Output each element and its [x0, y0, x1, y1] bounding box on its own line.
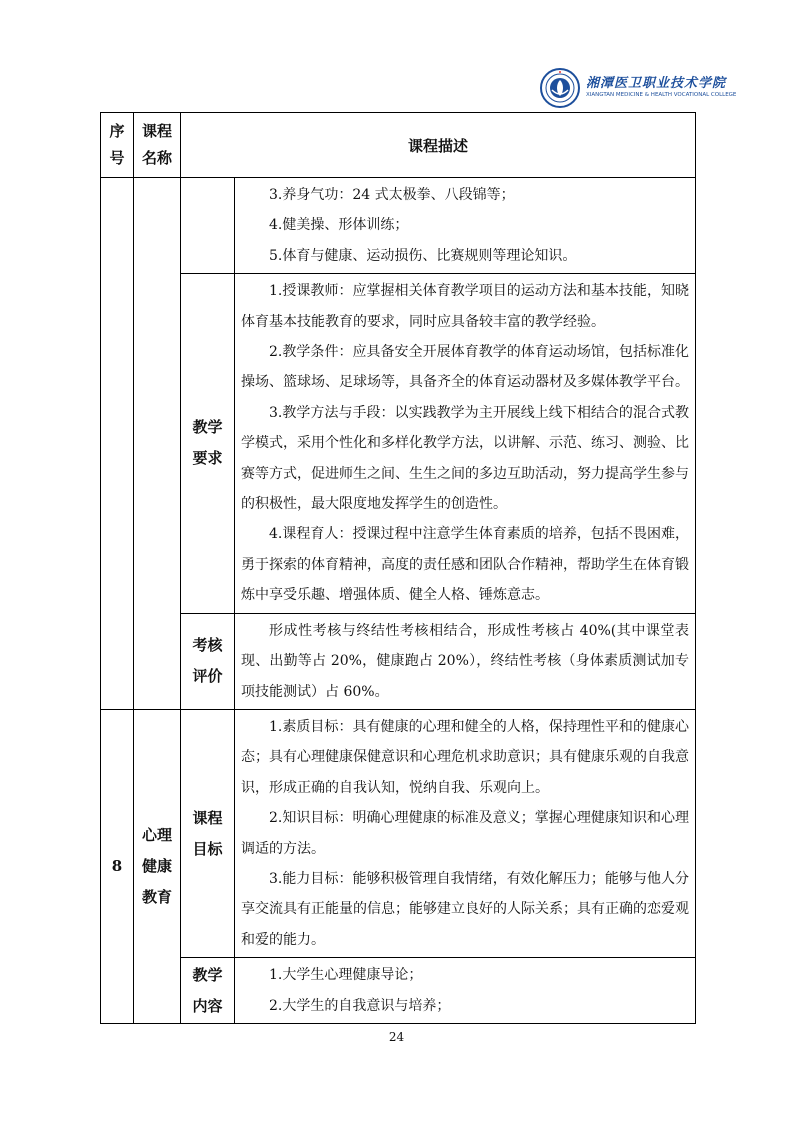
description-paragraph: 4.健美操、形体训练； — [269, 217, 409, 234]
category-cell-teaching-content — [181, 958, 235, 1024]
description-paragraph: 2.大学生的自我意识与培养； — [269, 997, 451, 1014]
category-label-line: 评价 — [192, 667, 223, 686]
logo-title: 湘潭医卫职业技术学院 — [586, 76, 727, 91]
table-row — [101, 709, 696, 957]
page-number: 24 — [388, 1030, 405, 1044]
course-name-cell — [134, 709, 181, 1023]
table-row — [101, 178, 696, 274]
description-paragraph: 2.知识目标：明确心理健康的标准及意义；掌握心理健康知识和心理调适的方法。 — [241, 810, 690, 857]
category-label-line: 教学 — [192, 965, 223, 984]
description-paragraph: 3.教学方法与手段：以实践教学为主开展线上线下相结合的混合式教学模式，采用个性化和多样化教学方法，以讲解、示范、练习、测验、比赛等方式，促进师生之间、生生之间的多边互助活动，努力提高学生参与的积极性，最大限度地发挥学生的创造性。 — [241, 404, 690, 513]
category-label-line: 内容 — [192, 996, 223, 1015]
course-name-line: 教育 — [141, 887, 172, 906]
table-row — [101, 613, 696, 709]
course-name-line: 健康 — [141, 856, 172, 875]
description-paragraph: 5.体育与健康、运动损伤、比赛规则等理论知识。 — [269, 247, 577, 264]
header-number-line2: 号 — [109, 149, 125, 167]
description-cell — [235, 709, 696, 957]
logo-subtitle: XIANGTAN MEDICINE & HEALTH VOCATIONAL COLLEGE — [586, 92, 737, 98]
description-paragraph: 1.授课教师：应掌握相关体育教学项目的运动方法和基本技能，知晓体育基本技能教育的要求，同时应具备较丰富的教学经验。 — [241, 283, 690, 330]
description-cell — [235, 178, 696, 274]
category-cell — [181, 178, 235, 274]
table-header-row — [101, 113, 696, 178]
course-name-cell — [134, 178, 181, 710]
category-cell-course-objectives — [181, 709, 235, 957]
category-label-line: 目标 — [192, 839, 223, 858]
category-cell-assessment — [181, 613, 235, 709]
table-row — [101, 958, 696, 1024]
description-cell — [235, 274, 696, 613]
category-label-line: 课程 — [192, 808, 223, 827]
description-cell — [235, 613, 696, 709]
description-paragraph: 形成性考核与终结性考核相结合，形成性考核占 40%(其中课堂表现、出勤等占 20%，健康跑占 20%），终结性考核（身体素质测试加专项技能测试）占 60%。 — [241, 622, 690, 700]
description-paragraph: 3.能力目标：能够积极管理自我情绪，有效化解压力；能够与他人分享交流具有正能量的信息；能够建立良好的人际关系；具有正确的恋爱观和爱的能力。 — [241, 870, 690, 948]
header-course-name-line2: 名称 — [141, 149, 172, 167]
description-paragraph: 4.课程育人：授课过程中注意学生体育素质的培养，包括不畏困难，勇于探索的体育精神，高度的责任感和团队合作精神，帮助学生在体育锻炼中享受乐趣、增强体质、健全人格、锤炼意志。 — [241, 526, 690, 604]
category-label-line: 考核 — [192, 636, 223, 655]
college-logo — [540, 68, 737, 112]
header-course-description: 课程描述 — [181, 113, 696, 178]
description-paragraph: 1.大学生心理健康导论； — [269, 967, 423, 984]
header-number — [101, 113, 134, 178]
table-row — [101, 274, 696, 613]
description-paragraph: 2.教学条件：应具备安全开展体育教学的体育运动场馆，包括标准化操场、篮球场、足球场等，具备齐全的体育运动器材及多媒体教学平台。 — [241, 344, 690, 391]
header-number-line1: 序 — [109, 122, 125, 140]
description-paragraph: 3.养身气功：24 式太极拳、八段锦等； — [269, 187, 515, 203]
header-course-name — [134, 113, 181, 178]
category-cell-teaching-requirements — [181, 274, 235, 613]
course-number-cell — [101, 178, 134, 710]
header-course-name-line1: 课程 — [141, 122, 172, 140]
course-number-cell: 8 — [101, 709, 134, 1023]
category-label-line: 教学 — [192, 418, 223, 437]
college-seal-icon — [540, 68, 580, 108]
category-label-line: 要求 — [192, 449, 223, 468]
course-name-line: 心理 — [141, 825, 172, 844]
description-cell — [235, 958, 696, 1024]
description-paragraph: 1.素质目标：具有健康的心理和健全的人格，保持理性平和的健康心态；具有心理健康保健意识和心理危机求助意识；具有健康乐观的自我意识，形成正确的自我认知，悦纳自我、乐观向上。 — [241, 718, 690, 796]
course-table — [100, 112, 696, 1024]
